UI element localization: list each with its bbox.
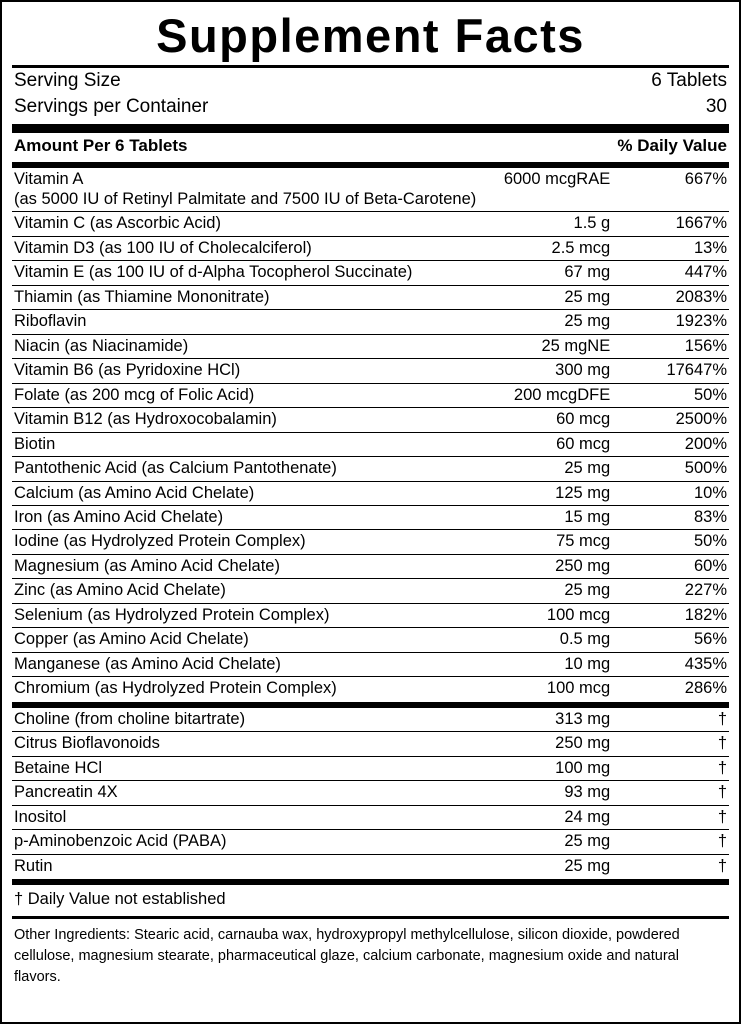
nutrient-amount: 25 mg [453, 457, 612, 481]
table-row [12, 383, 729, 407]
amount-per-serving-header: Amount Per 6 Tablets [14, 136, 188, 156]
nutrient-dv: 13% [612, 236, 729, 260]
nutrient-name: Folate (as 200 mcg of Folic Acid) [12, 383, 453, 407]
nutrient-dv: 50% [612, 383, 729, 407]
nutrient-dv: 286% [684, 679, 727, 698]
nutrient-amount: 25 mgNE [453, 334, 612, 358]
nutrient-name: Rutin [14, 856, 53, 875]
nutrient-amount: 75 mcg [453, 530, 612, 554]
nutrient-dv: 2500% [612, 408, 729, 432]
nutrient-dv: 60% [612, 554, 729, 578]
nutrient-name: Iodine (as Hydrolyzed Protein Complex) [12, 530, 453, 554]
table-row [12, 530, 729, 554]
nutrient-name: Pantothenic Acid (as Calcium Pantothenate) [12, 457, 453, 481]
table-row [12, 677, 729, 699]
divider-under-servings [12, 124, 729, 133]
nutrient-amount: 15 mg [453, 506, 612, 530]
table-row [12, 628, 729, 652]
table-row [12, 830, 729, 854]
nutrient-amount: 60 mcg [453, 408, 612, 432]
nutrient-name: Thiamin (as Thiamine Mononitrate) [12, 285, 453, 309]
nutrient-dv: 667% [684, 170, 727, 189]
daily-value-footnote: † Daily Value not established [14, 890, 226, 909]
nutrient-amount: 60 mcg [453, 432, 612, 456]
nutrient-dv: 10% [612, 481, 729, 505]
nutrient-name: Betaine HCl [12, 756, 453, 780]
nutrients-table [12, 168, 729, 698]
servings-per-container-label: Servings per Container [14, 96, 209, 118]
other-ingredients-text: Other Ingredients: Stearic acid, carnauba wax, hydroxypropyl methylcellulose, silicon dioxide, powdered cellulose, magnesium stearate, pharmaceutical glaze, calcium carbonate, magnesium oxide and natural flavors. [14, 927, 680, 986]
nutrient-amount: 67 mg [453, 261, 612, 285]
nutrient-amount: 100 mcg [453, 603, 612, 627]
table-row [12, 506, 729, 530]
nutrient-name: Vitamin B6 (as Pyridoxine HCl) [12, 359, 453, 383]
nutrient-amount: 250 mg [453, 554, 612, 578]
serving-size-value: 6 Tablets [651, 70, 727, 91]
nutrient-name: Vitamin A [14, 170, 84, 189]
table-row [12, 554, 729, 578]
nutrient-amount: 125 mg [453, 481, 612, 505]
nutrient-amount: 93 mg [453, 781, 612, 805]
table-row [12, 579, 729, 603]
nutrient-dv: 200% [612, 432, 729, 456]
nutrient-amount: 25 mg [453, 285, 612, 309]
nutrient-dv: † [612, 830, 729, 854]
nutrient-amount: 0.5 mg [453, 628, 612, 652]
table-header-row [12, 133, 729, 159]
table-row [12, 732, 729, 756]
nutrient-amount: 6000 mcgRAE [503, 170, 611, 189]
table-row [12, 310, 729, 334]
nutrient-amount: 313 mg [453, 708, 612, 732]
nutrient-dv: † [612, 805, 729, 829]
nutrient-name: Vitamin D3 (as 100 IU of Cholecalciferol) [12, 236, 453, 260]
table-row [12, 781, 729, 805]
nutrient-name: Selenium (as Hydrolyzed Protein Complex) [12, 603, 453, 627]
other-nutrients-table-body [12, 708, 729, 876]
nutrient-amount: 25 mg [453, 310, 612, 334]
nutrient-name: Iron (as Amino Acid Chelate) [12, 506, 453, 530]
nutrient-name: Manganese (as Amino Acid Chelate) [12, 652, 453, 676]
table-row [12, 408, 729, 432]
daily-value-header: % Daily Value [617, 136, 727, 156]
serving-size-row [12, 68, 729, 94]
table-row [12, 756, 729, 780]
nutrient-subtext: (as 5000 IU of Retinyl Palmitate and 7500 IU of Beta-Carotene) [12, 190, 729, 212]
table-row [12, 652, 729, 676]
nutrient-dv: 1923% [612, 310, 729, 334]
nutrient-amount: 300 mg [453, 359, 612, 383]
nutrient-dv: 50% [612, 530, 729, 554]
nutrient-amount: 100 mcg [546, 679, 611, 698]
nutrient-name: Citrus Bioflavonoids [12, 732, 453, 756]
nutrient-name: Copper (as Amino Acid Chelate) [12, 628, 453, 652]
table-row [12, 212, 729, 236]
nutrient-dv: 1667% [612, 212, 729, 236]
nutrients-table-body [12, 168, 729, 698]
servings-per-container-value: 30 [705, 96, 727, 118]
nutrient-name: Zinc (as Amino Acid Chelate) [12, 579, 453, 603]
nutrient-name: Riboflavin [12, 310, 453, 334]
nutrient-name: Pancreatin 4X [12, 781, 453, 805]
nutrient-dv: 500% [612, 457, 729, 481]
table-row [12, 261, 729, 285]
nutrient-name: Vitamin B12 (as Hydroxocobalamin) [12, 408, 453, 432]
nutrient-amount: 25 mg [453, 579, 612, 603]
nutrient-name: Niacin (as Niacinamide) [12, 334, 453, 358]
table-row [12, 168, 729, 189]
nutrient-name: p-Aminobenzoic Acid (PABA) [12, 830, 453, 854]
nutrient-dv: 156% [612, 334, 729, 358]
nutrient-amount: 100 mg [453, 756, 612, 780]
nutrient-name: Inositol [12, 805, 453, 829]
servings-per-container-row [12, 94, 729, 120]
nutrient-name: Biotin [12, 432, 453, 456]
nutrient-name: Calcium (as Amino Acid Chelate) [12, 481, 453, 505]
nutrient-dv: 182% [612, 603, 729, 627]
nutrient-amount: 1.5 g [453, 212, 612, 236]
nutrient-name: Magnesium (as Amino Acid Chelate) [12, 554, 453, 578]
nutrient-amount: 10 mg [453, 652, 612, 676]
nutrient-amount: 24 mg [453, 805, 612, 829]
serving-size-label: Serving Size [14, 70, 121, 91]
table-row [12, 805, 729, 829]
nutrient-dv: † [717, 856, 727, 875]
table-row [12, 236, 729, 260]
nutrient-dv: † [612, 781, 729, 805]
nutrient-dv: 2083% [612, 285, 729, 309]
table-row [12, 432, 729, 456]
nutrient-dv: † [612, 732, 729, 756]
table-row [12, 481, 729, 505]
table-row [12, 285, 729, 309]
table-row [12, 854, 729, 876]
page-title: Supplement Facts [156, 9, 585, 62]
nutrient-name: Choline (from choline bitartrate) [12, 708, 453, 732]
nutrient-dv: † [612, 756, 729, 780]
nutrient-name: Vitamin C (as Ascorbic Acid) [12, 212, 453, 236]
nutrient-dv: 447% [612, 261, 729, 285]
table-row [12, 708, 729, 732]
nutrient-dv: † [612, 708, 729, 732]
nutrient-amount: 2.5 mcg [453, 236, 612, 260]
nutrient-dv: 56% [612, 628, 729, 652]
table-row [12, 457, 729, 481]
nutrient-amount: 25 mg [564, 856, 611, 875]
table-row-subtext [12, 190, 729, 212]
table-row [12, 359, 729, 383]
table-row [12, 603, 729, 627]
nutrient-dv: 227% [612, 579, 729, 603]
nutrient-dv: 435% [612, 652, 729, 676]
nutrient-name: Vitamin E (as 100 IU of d-Alpha Tocopherol Succinate) [12, 261, 453, 285]
nutrient-amount: 200 mcgDFE [453, 383, 612, 407]
nutrient-amount: 250 mg [453, 732, 612, 756]
nutrient-dv: 83% [612, 506, 729, 530]
nutrient-name: Chromium (as Hydrolyzed Protein Complex) [14, 679, 337, 698]
nutrient-dv: 17647% [612, 359, 729, 383]
other-nutrients-table [12, 708, 729, 876]
table-row [12, 334, 729, 358]
nutrient-amount: 25 mg [453, 830, 612, 854]
